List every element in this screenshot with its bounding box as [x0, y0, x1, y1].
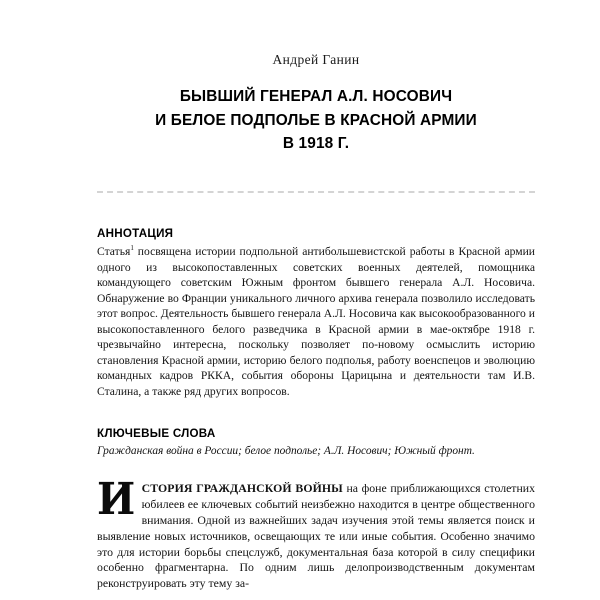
article-author: Андрей Ганин	[272, 52, 360, 67]
body-paragraph	[97, 474, 535, 592]
body-text-run: на фоне приближающихся столетних юбилеев ее ключевых событий неизбежно находится в центре общественного внимания. Одной из важнейших задач изучения этой темы является поиск и выявление новых источников, освещающих те или иные события. Особенно значимо это для истории борьбы спецслужб, документальная база которой в силу специфики особенно фрагментарна. По одним лишь делопроизводственным документам реконструировать эту тему за-	[97, 481, 535, 591]
abstract-lead-word: Статья	[97, 245, 131, 259]
page-content-column	[97, 0, 535, 592]
article-title	[97, 85, 535, 155]
keywords-heading: КЛЮЧЕВЫЕ СЛОВА	[97, 427, 216, 441]
abstract-body	[97, 244, 535, 399]
abstract-paragraph	[97, 244, 535, 399]
abstract-heading: АННОТАЦИЯ	[97, 227, 174, 241]
article-body	[97, 474, 535, 592]
body-lead-run: СТОРИЯ ГРАЖДАНСКОЙ ВОЙНЫ	[141, 481, 343, 496]
title-line-3: В 1918 Г.	[282, 135, 350, 152]
title-line-2: И БЕЛОЕ ПОДПОЛЬЕ В КРАСНОЙ АРМИИ	[155, 111, 477, 129]
keywords-list: Гражданская война в России; белое подполье; А.Л. Носович; Южный фронт.	[97, 445, 475, 458]
drop-cap: И	[97, 474, 136, 526]
title-line-1: БЫВШИЙ ГЕНЕРАЛ А.Л. НОСОВИЧ	[179, 88, 453, 106]
dashed-divider	[97, 191, 535, 194]
abstract-text: посвящена истории подпольной антибольшевистской работы в Красной армии одного из высокопоставленных советских военных деятелей, помощника командующего советским Южным фронтом бывшего генерала А.Л. Носовича. Обнаружение во Франции уникального личного архива генерала позволило исследовать этот вопрос. Деятельность бывшего генерала А.Л. Носовича как высокообразованного и высокопоставленного белого разведчика в Красной армии в мае-октябре 1918 г. чрезвычайно интересна, поскольку позволяет по-новому осмыслить историю становления Красной армии, историю белого подполья, работу военспецов и эволюцию командных кадров РККА, события обороны Царицына и деятельности там И.В. Сталина, а также ряд других вопросов.	[97, 245, 535, 398]
footnote-marker: 1	[130, 244, 134, 253]
